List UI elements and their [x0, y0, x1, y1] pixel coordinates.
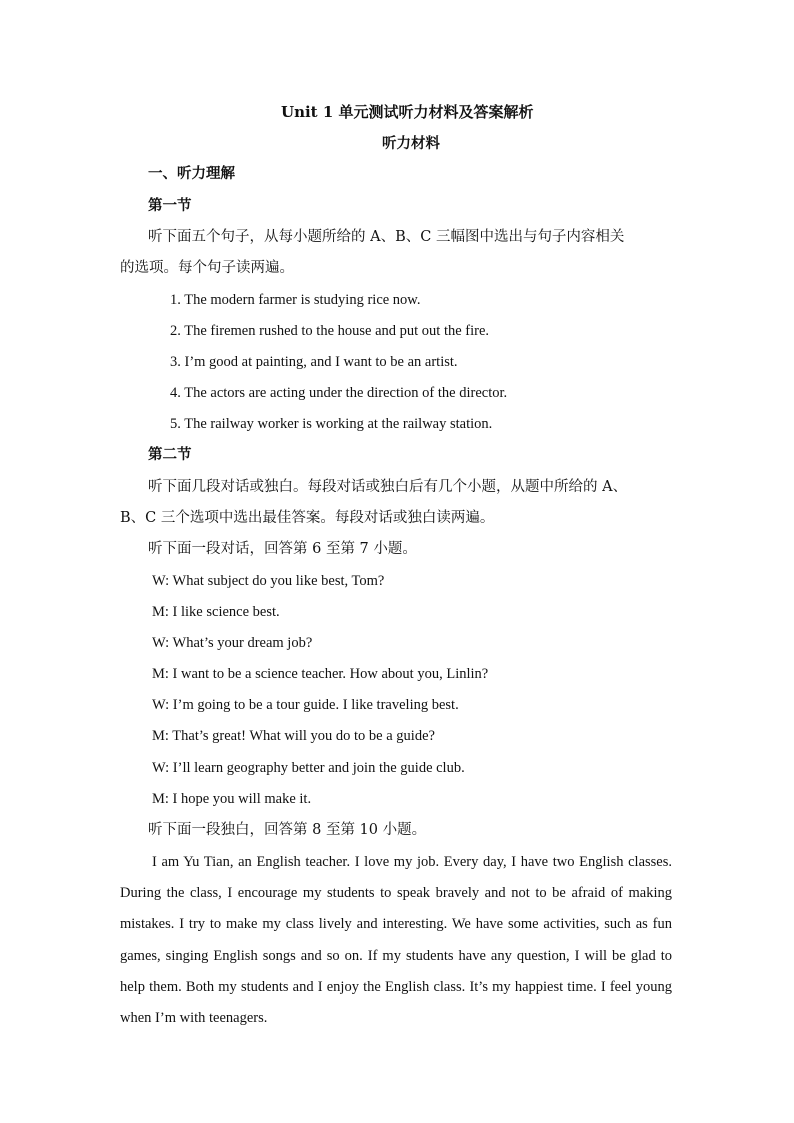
part2-instruction-line2: B、C 三个选项中选出最佳答案。每段对话或独白读两遍。 [120, 510, 495, 526]
sentence-item: 3. I’m good at painting, and I want to be an artist. [170, 354, 458, 370]
part-heading-1: 第一节 [148, 197, 192, 214]
monologue-paragraph: I am Yu Tian, an English teacher. I love my job. Every day, I have two English classes. During the class, I encourage my students to speak bravely and not to be afraid of making mistakes. I try to make my class lively and interesting. We have some activities, such as fun games, singing English songs and so on. If my students have any question, I will be glad to help them. Both my students and I enjoy the English class. It’s my happiest time. I feel young when I’m with teenagers. [120, 854, 672, 1027]
dialogue-line: M: I like science best. [152, 604, 280, 620]
section-heading-listening: 一、听力理解 [148, 165, 235, 182]
dialogue-line: W: I’ll learn geography better and join the guide club. [152, 760, 465, 776]
sentence-item: 5. The railway worker is working at the railway station. [170, 416, 493, 432]
dialogue-line: W: I’m going to be a tour guide. I like traveling best. [152, 697, 459, 713]
sentence-item: 2. The firemen rushed to the house and put out the fire. [170, 323, 490, 339]
part1-instruction-line1: 听下面五个句子，从每小题所给的 A、B、C 三幅图中选出与句子内容相关 [148, 229, 625, 245]
dialogue-line: M: I want to be a science teacher. How about you, Linlin? [152, 666, 489, 682]
dialogue-line: M: I hope you will make it. [152, 791, 312, 807]
part-heading-2: 第二节 [148, 446, 192, 463]
dialogue-line: W: What’s your dream job? [152, 635, 313, 651]
monologue-intro: 听下面一段独白，回答第 8 至第 10 小题。 [148, 822, 427, 838]
dialogue-line: W: What subject do you like best, Tom? [152, 573, 385, 589]
part1-instruction-line2: 的选项。每个句子读两遍。 [120, 260, 294, 276]
dialogue-intro: 听下面一段对话，回答第 6 至第 7 小题。 [148, 541, 417, 557]
document-title: Unit 1 单元测试听力材料及答案解析 [281, 103, 534, 121]
dialogue-line: M: That’s great! What will you do to be a guide? [152, 728, 435, 744]
document-subtitle: 听力材料 [382, 135, 440, 152]
sentence-item: 1. The modern farmer is studying rice now. [170, 292, 421, 308]
sentence-item: 4. The actors are acting under the direction of the director. [170, 385, 508, 401]
part2-instruction-line1: 听下面几段对话或独白。每段对话或独白后有几个小题，从题中所给的 A、 [148, 479, 628, 495]
